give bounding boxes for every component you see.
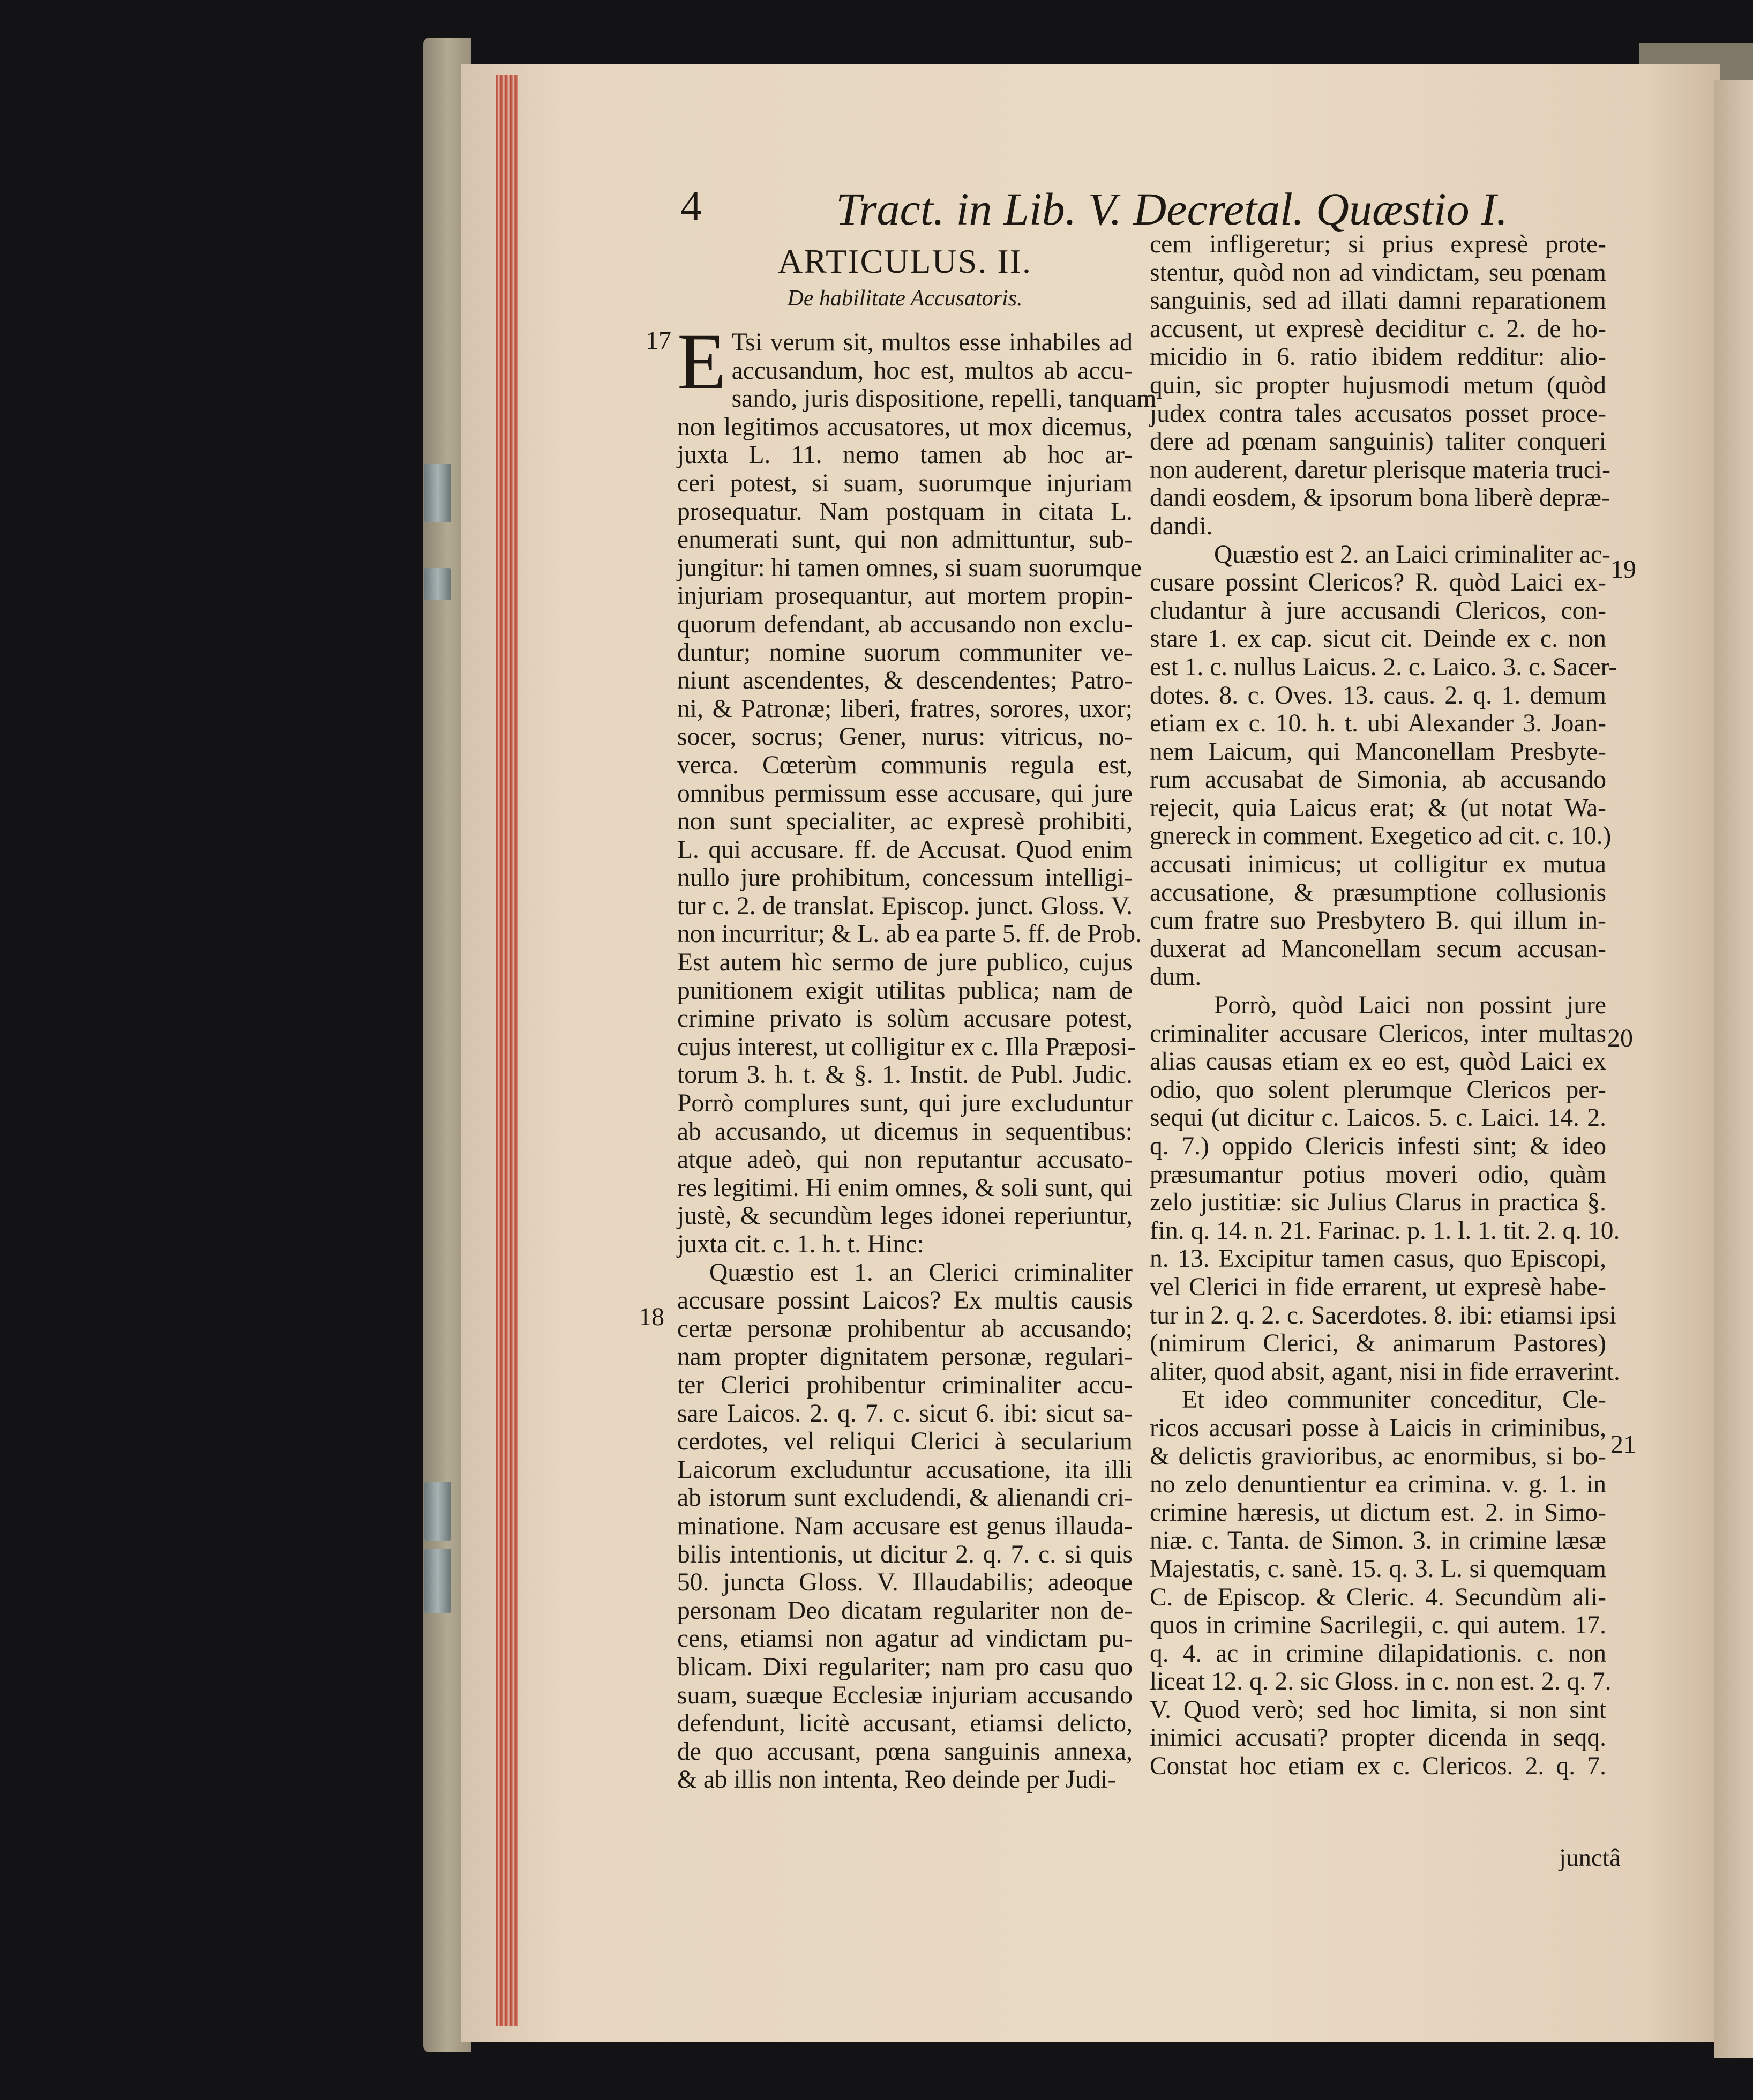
text-line: duxerat ad Manconellam secum accusan- (1150, 935, 1606, 963)
left-column-text (677, 317, 1157, 1794)
text-line: dum. (1150, 963, 1202, 991)
clasp-bottom (424, 1482, 451, 1541)
text-line: cujus interest, ut colligitur ex c. Illa Præposi- (677, 1033, 1136, 1061)
margin-number: 19 (1610, 555, 1636, 584)
text-line: L. qui accusare. ff. de Accusat. Quod enim (677, 835, 1133, 864)
text-line: fin. q. 14. n. 21. Farinac. p. 1. l. 1. tit. 2. q. 10. (1150, 1216, 1620, 1245)
clasp-top-pin (424, 568, 451, 600)
text-line: nem Laicum, qui Manconellam Presbyte- (1150, 737, 1606, 766)
text-line: accusatione, & præsumptione collusionis (1150, 878, 1606, 907)
text-line: micidio in 6. ratio ibidem redditur: alio- (1150, 343, 1606, 371)
text-line: justè, & secundùm leges idonei reperiuntur, (677, 1202, 1133, 1230)
text-line: accusati inimicus; ut colligitur ex mutua (1150, 850, 1606, 879)
text-line: Porrò complures sunt, qui jure excluduntur (677, 1089, 1133, 1118)
clasp-top (424, 464, 451, 522)
text-line: cusare possint Clericos? R. quòd Laici ex- (1150, 569, 1606, 597)
text-line: jungitur: hi tamen omnes, si suam suorumque (677, 554, 1142, 582)
text-line: Constat hoc etiam ex c. Clericos. 2. q. 7. (1150, 1752, 1606, 1781)
text-line: est 1. c. nullus Laicus. 2. c. Laico. 3. c. Sacer- (1150, 653, 1617, 681)
text-line: non sunt specialiter, ac expresè prohibiti, (677, 808, 1133, 836)
text-line: juxta L. 11. nemo tamen ab hoc ar- (677, 441, 1133, 469)
text-line: 50. juncta Gloss. V. Illaudabilis; adeoque (677, 1568, 1133, 1597)
text-line: præsumantur potius moveri odio, quàm (1150, 1160, 1606, 1189)
text-line: niunt ascendentes, & descendentes; Patro- (677, 667, 1133, 695)
text-line: crimine privato is solùm accusare potest, (677, 1005, 1133, 1033)
text-line: ab istorum sunt excludendi, & alienandi cri- (677, 1484, 1133, 1512)
text-line: q. 7.) oppido Clericis infesti sint; & ideo (1150, 1132, 1606, 1160)
text-line: accusent, ut expresè deciditur c. 2. de ho- (1150, 315, 1606, 343)
text-line: accusandum, hoc est, multos ab accu- (731, 356, 1133, 385)
text-line: injuriam prosequantur, aut mortem propin- (677, 582, 1133, 610)
text-line: cum fratre suo Presbytero B. qui illum in- (1150, 907, 1606, 935)
text-line: dotes. 8. c. Oves. 13. caus. 2. q. 1. demum (1150, 681, 1606, 709)
page-number: 4 (680, 183, 702, 230)
text-line: defendunt, licitè accusant, etiamsi delicto, (677, 1709, 1133, 1738)
text-line: minatione. Nam accusare est genus illauda- (677, 1512, 1133, 1540)
text-line: cens, etiamsi non agatur ad vindictam pu- (677, 1625, 1133, 1653)
text-line: n. 13. Excipitur tamen casus, quo Episcopi, (1150, 1245, 1606, 1273)
text-line: nullo jure prohibitum, concessum intelligi- (677, 864, 1133, 892)
text-line: ab accusando, ut dicemus in sequentibus: (677, 1117, 1133, 1146)
text-line: non legitimos accusatores, ut mox dicemus, (677, 413, 1133, 441)
text-line: criminaliter accusare Clericos, inter multas (1150, 1019, 1606, 1048)
text-line: certæ personæ prohibentur ab accusando; (677, 1314, 1133, 1343)
text-line: sanguinis, sed ad illati damni reparationem (1150, 287, 1606, 315)
text-line: gnereck in comment. Exegetico ad cit. c. 10.) (1150, 822, 1612, 850)
text-line: tur c. 2. de translat. Episcop. junct. Gloss. V. (677, 892, 1133, 920)
text-line: inimici accusati? propter dicenda in seqq. (1150, 1724, 1606, 1752)
text-line: accusare possint Laicos? Ex multis causis (677, 1287, 1133, 1315)
text-line: res legitimi. Hi enim omnes, & soli sunt, qui (677, 1174, 1133, 1202)
text-line: personam Deo dicatam regulariter non de- (677, 1596, 1133, 1625)
text-line: verca. Cœterùm communis regula est, (677, 751, 1133, 779)
text-line: quin, sic propter hujusmodi metum (quòd (1150, 371, 1606, 399)
text-line: Laicorum excluduntur accusatione, ita illi (677, 1455, 1133, 1484)
text-line: dere ad pœnam sanguinis) taliter conqueri (1150, 428, 1606, 456)
left-column (677, 242, 1157, 1794)
text-line: zelo justitiæ: sic Julius Clarus in practica §. (1150, 1189, 1606, 1217)
text-line: alias causas etiam ex eo est, quòd Laici ex (1150, 1048, 1606, 1076)
text-line: punitionem exigit utilitas publica; nam de (677, 976, 1133, 1005)
text-line: (nimirum Clerici, & animarum Pastores) (1150, 1329, 1606, 1358)
text-line: suam, suæque Ecclesiæ injuriam accusando (677, 1681, 1133, 1709)
text-line: atque adeò, qui non reputantur accusato- (677, 1146, 1133, 1174)
text-line: nam propter dignitatem personæ, regulari- (677, 1343, 1133, 1371)
margin-number: 20 (1607, 1024, 1633, 1052)
text-line: ceri potest, si suam, suorumque injuriam (677, 469, 1133, 497)
text-line: stentur, quòd non ad vindictam, seu pœnam (1150, 258, 1606, 287)
text-line: sare Laicos. 2. q. 7. c. sicut 6. ibi: sicut sa- (677, 1399, 1133, 1428)
text-line: duntur; nomine suorum communiter ve- (677, 638, 1133, 667)
text-line: judex contra tales accusatos posset proce- (1150, 399, 1606, 428)
text-line: odio, quo solent plerumque Clericos per- (1150, 1075, 1606, 1104)
text-line: de quo accusant, pœna sanguinis annexa, (677, 1737, 1133, 1766)
text-line: etiam ex c. 10. h. t. ubi Alexander 3. Joan- (1150, 709, 1606, 738)
text-line: non auderent, daretur plerisque materia truci- (1150, 455, 1610, 484)
text-line: non incurritur; & L. ab ea parte 5. ff. de Prob. (677, 920, 1142, 948)
text-line: dandi. (1150, 512, 1213, 540)
text-line: rum accusabat de Simonia, ab accusando (1150, 766, 1606, 794)
text-line: stare 1. ex cap. sicut cit. Deinde ex c. non (1150, 625, 1606, 653)
text-line: blicam. Dixi regulariter; nam pro casu quo (677, 1653, 1133, 1681)
text-line: Majestatis, c. sanè. 15. q. 3. L. si quemquam (1150, 1555, 1606, 1583)
text-line: ni, & Patronæ; liberi, fratres, sorores, uxor; (677, 694, 1133, 723)
text-line: Quæstio est 2. an Laici criminaliter ac- (1214, 540, 1610, 569)
catchword: junctâ (1559, 1844, 1621, 1872)
text-line: crimine hæresis, ut dictum est. 2. in Simo- (1150, 1498, 1606, 1527)
text-line: niæ. c. Tanta. de Simon. 3. in crimine læsæ (1150, 1527, 1606, 1555)
text-line: Est autem hìc sermo de jure publico, cujus (677, 948, 1133, 977)
text-line: cludantur à jure accusandi Clericos, con- (1150, 596, 1606, 625)
text-line: aliter, quod absit, agant, nisi in fide erraverint. (1150, 1357, 1620, 1386)
clasp-bottom-pin (424, 1549, 451, 1613)
running-head: Tract. in Lib. V. Decretal. Quæstio I. (836, 183, 1508, 235)
text-line: ter Clerici prohibentur criminaliter accu- (677, 1371, 1133, 1399)
text-line: Quæstio est 1. an Clerici criminaliter (709, 1258, 1133, 1287)
text-line: no zelo denuntientur ea crimina. v. g. 1. in (1150, 1470, 1606, 1499)
text-line: quorum defendant, ab accusando non exclu- (677, 610, 1133, 638)
facing-page-edge (1714, 80, 1753, 2058)
text-line: Porrò, quòd Laici non possint jure (1214, 991, 1606, 1020)
text-line: liceat 12. q. 2. sic Gloss. in c. non est. 2. q. 7. (1150, 1668, 1612, 1696)
text-line: Tsi verum sit, multos esse inhabiles ad (731, 328, 1133, 356)
text-line: V. Quod verò; sed hoc limita, si non sint (1150, 1695, 1606, 1724)
text-line: Et ideo communiter conceditur, Cle- (1182, 1386, 1606, 1414)
text-line: C. de Episcop. & Cleric. 4. Secundùm ali- (1150, 1583, 1606, 1611)
margin-number: 17 (646, 326, 671, 355)
text-line: omnibus permissum esse accusare, qui jure (677, 779, 1133, 808)
drop-initial: E (677, 317, 726, 406)
text-line: torum 3. h. t. & §. 1. Instit. de Publ. Judic. (677, 1061, 1133, 1089)
text-line: cem infligeretur; si prius expresè prote- (1150, 230, 1606, 258)
text-line: quos in crimine Sacrilegii, c. qui autem. 17. (1150, 1611, 1606, 1640)
article-title: ARTICULUS. II. (778, 242, 1032, 280)
text-line: tur in 2. q. 2. c. Sacerdotes. 8. ibi: etiamsi ipsi (1150, 1301, 1616, 1329)
text-line: ricos accusari posse à Laicis in criminibus, (1150, 1414, 1606, 1442)
red-page-edges (496, 75, 518, 2026)
margin-number: 18 (639, 1303, 664, 1331)
text-line: cerdotes, vel reliqui Clerici à secularium (677, 1428, 1133, 1456)
text-line: bilis intentionis, ut dicitur 2. q. 7. c. si quis (677, 1540, 1133, 1568)
text-line: socer, socrus; Gener, nurus: vitricus, no- (677, 723, 1133, 751)
text-line: juxta cit. c. 1. h. t. Hinc: (677, 1230, 924, 1258)
article-subtitle: De habilitate Accusatoris. (787, 286, 1023, 311)
text-line: & ab illis non intenta, Reo deinde per Judi- (677, 1766, 1117, 1794)
margin-number: 21 (1610, 1430, 1636, 1459)
text-line: prosequatur. Nam postquam in citata L. (677, 497, 1133, 526)
text-line: sando, juris dispositione, repelli, tanquam (731, 385, 1157, 413)
text-line: q. 4. ac in crimine dilapidationis. c. non (1150, 1639, 1606, 1668)
text-line: & delictis gravioribus, ac enormibus, si bo- (1150, 1442, 1606, 1470)
text-line: sequi (ut dicitur c. Laicos. 5. c. Laici. 14. 2. (1150, 1104, 1606, 1132)
text-line: dandi eosdem, & ipsorum bona liberè depræ- (1150, 484, 1610, 512)
text-line: vel Clerici in fide errarent, ut expresè habe- (1150, 1273, 1606, 1301)
text-line: enumerati sunt, qui non admittuntur, sub- (677, 526, 1133, 554)
text-line: rejecit, quia Laicus erat; & (ut notat Wa- (1150, 794, 1606, 822)
